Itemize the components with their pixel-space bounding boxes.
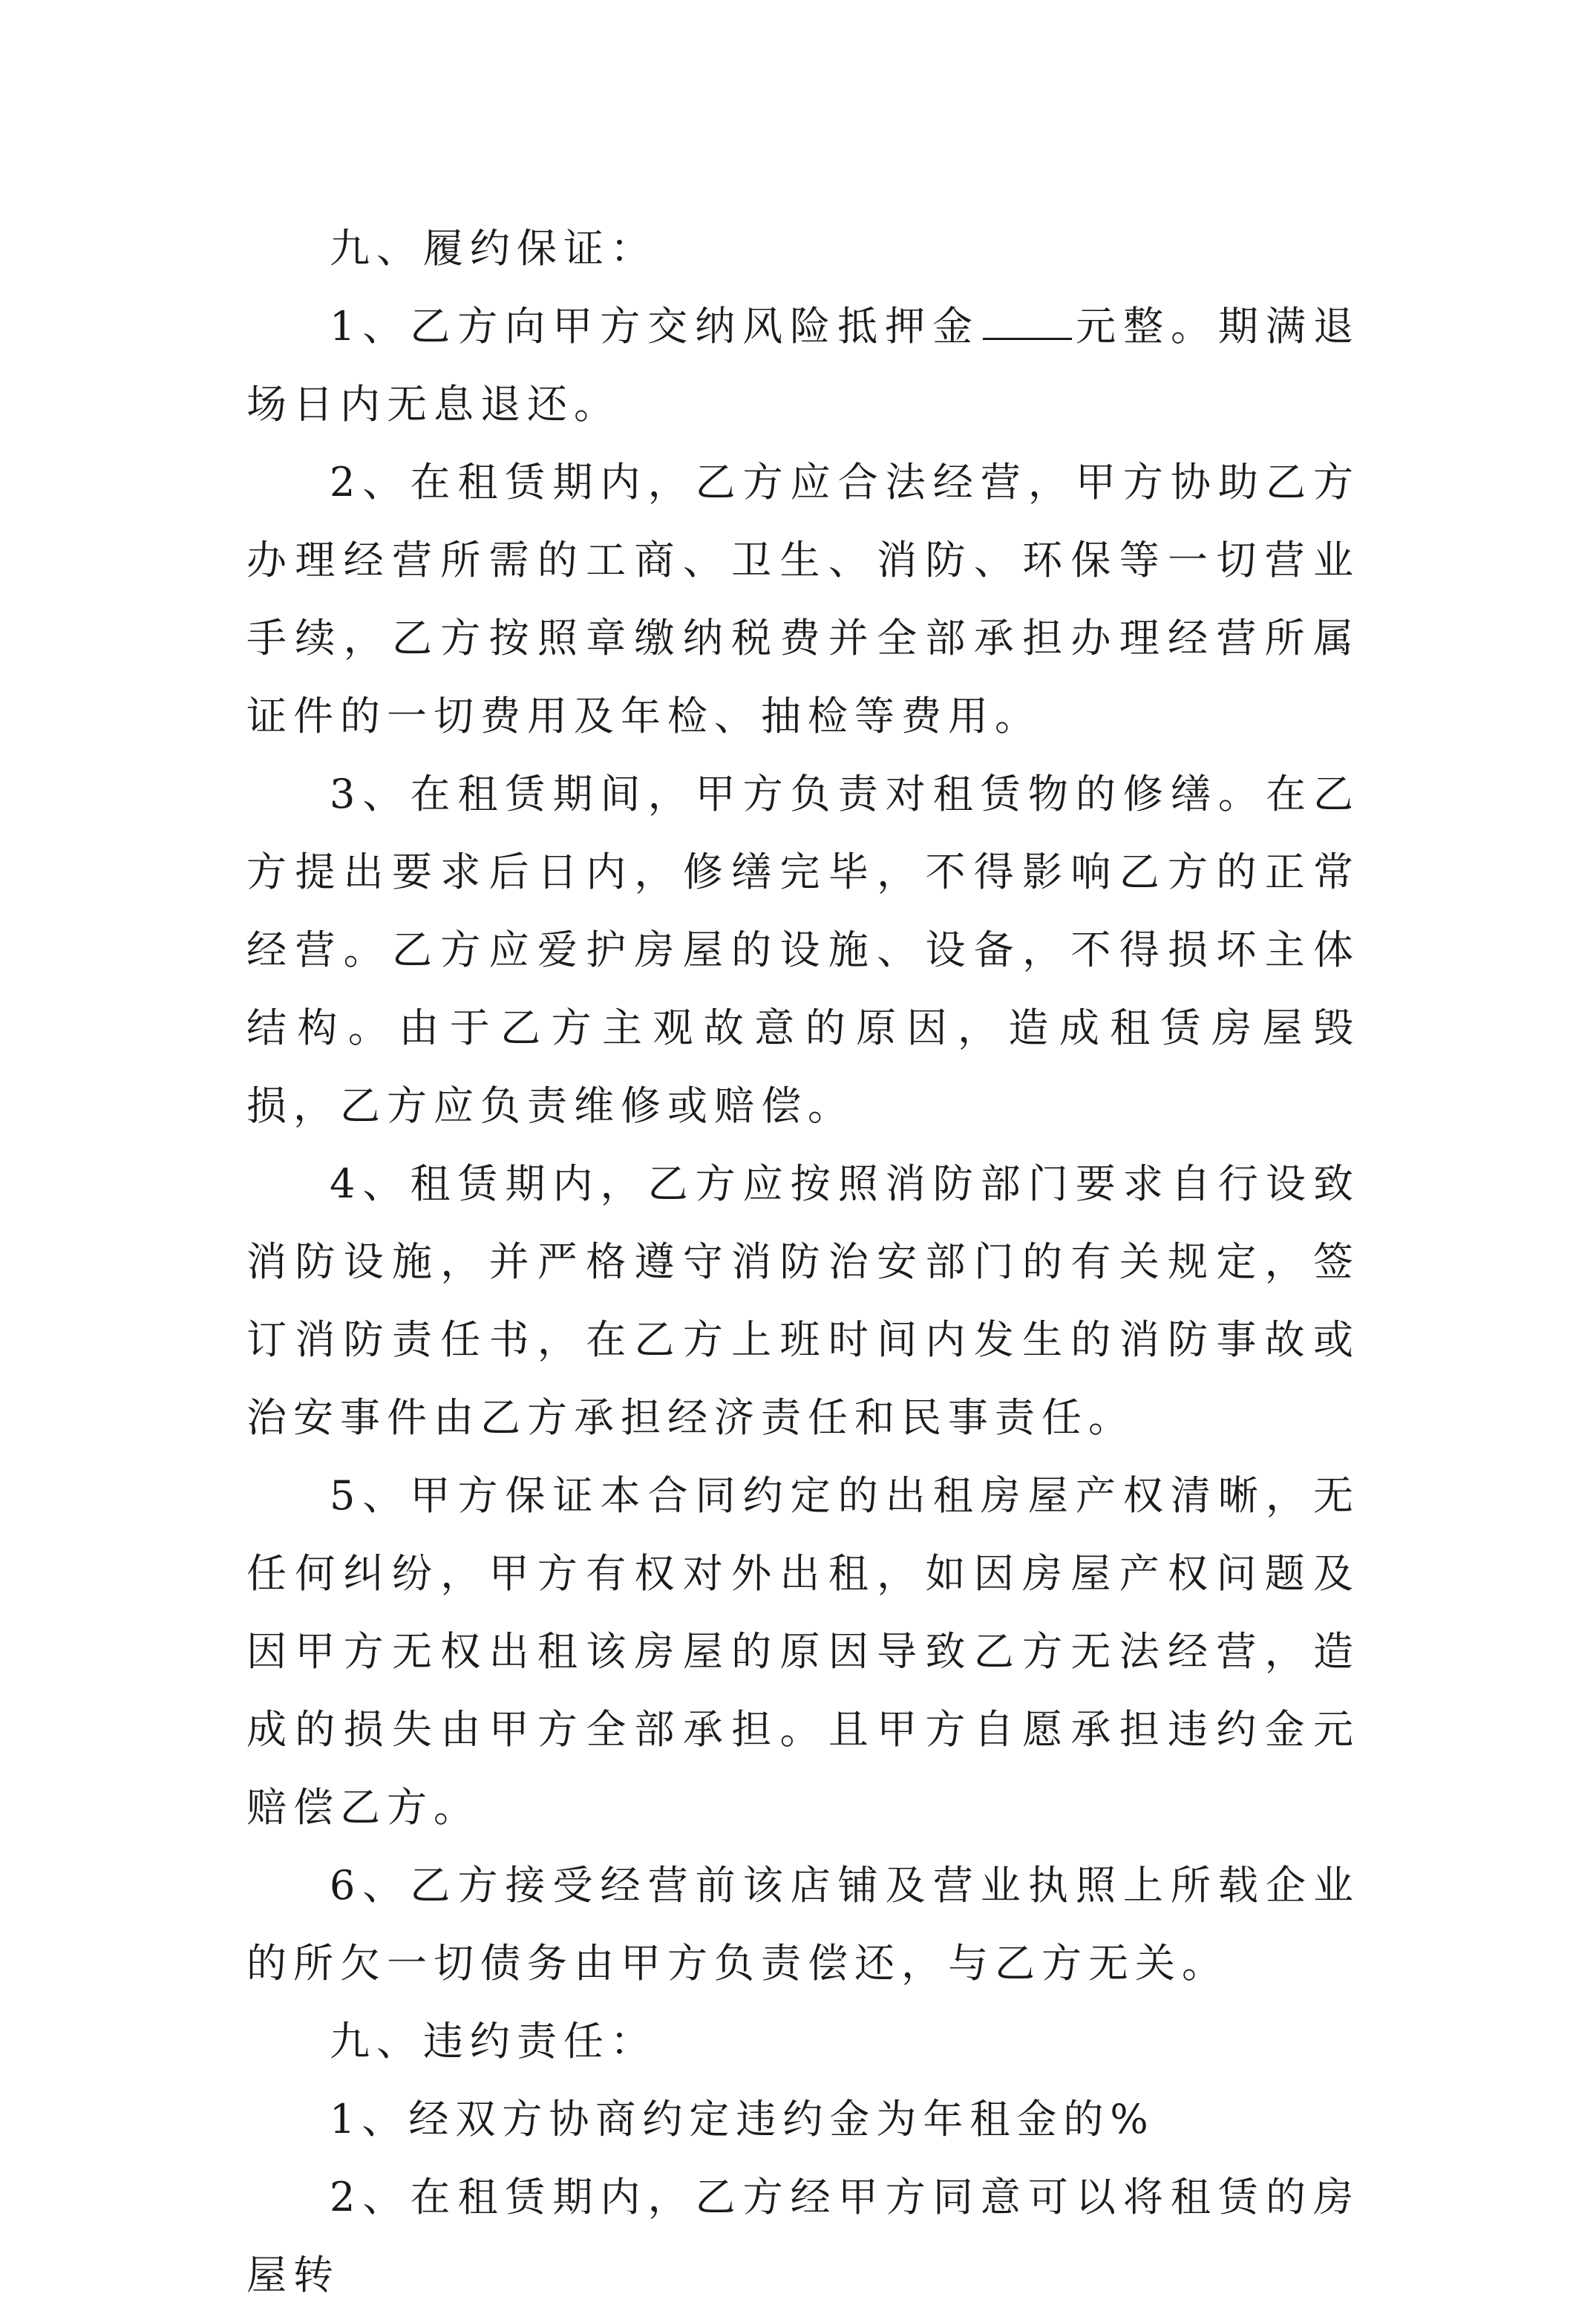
clause-text: 元整。期满退场日内无息退还。	[246, 303, 1361, 428]
clause-guarantee-5: 5、甲方保证本合同约定的出租房屋产权清晰，无任何纠纷，甲方有权对外出租，如因房屋产权问题及因甲方无权出租该房屋的原因导致乙方无法经营，造成的损失由甲方全部承担。且甲方自愿承担违约金元赔偿乙方。	[246, 1472, 1360, 1831]
clause-guarantee-1	[246, 287, 1360, 443]
clause-guarantee-3: 3、在租赁期间，甲方负责对租赁物的修缮。在乙方提出要求后日内，修缮完毕，不得影响乙方的正常经营。乙方应爱护房屋的设施、设备，不得损坏主体结构。由于乙方主观故意的原因，造成租赁房屋毁损，乙方应负责维修或赔偿。	[246, 771, 1360, 1129]
document-body	[246, 209, 1360, 2314]
fill-in-blank	[983, 301, 1072, 340]
clause-guarantee-2: 2、在租赁期内，乙方应合法经营，甲方协助乙方办理经营所需的工商、卫生、消防、环保等一切营业手续，乙方按照章缴纳税费并全部承担办理经营所属证件的一切费用及年检、抽检等费用。	[246, 459, 1360, 739]
clause-liability-2: 2、在租赁期内，乙方经甲方同意可以将租赁的房屋转	[246, 2174, 1360, 2298]
section-heading-guarantee: 九、履约保证：	[330, 225, 657, 272]
clause-guarantee-4: 4、租赁期内，乙方应按照消防部门要求自行设致消防设施，并严格遵守消防治安部门的有关规定，签订消防责任书，在乙方上班时间内发生的消防事故或治安事件由乙方承担经济责任和民事责任。	[246, 1160, 1360, 1441]
clause-liability-1: 1、经双方协商约定违约金为年租金的%	[330, 2096, 1155, 2143]
clause-guarantee-6: 6、乙方接受经营前该店铺及营业执照上所载企业的所欠一切债务由甲方负责偿还，与乙方无关。	[246, 1862, 1360, 1987]
clause-text: 1、乙方向甲方交纳风险抵押金	[330, 303, 981, 350]
section-heading-liability: 九、违约责任：	[330, 2018, 657, 2065]
